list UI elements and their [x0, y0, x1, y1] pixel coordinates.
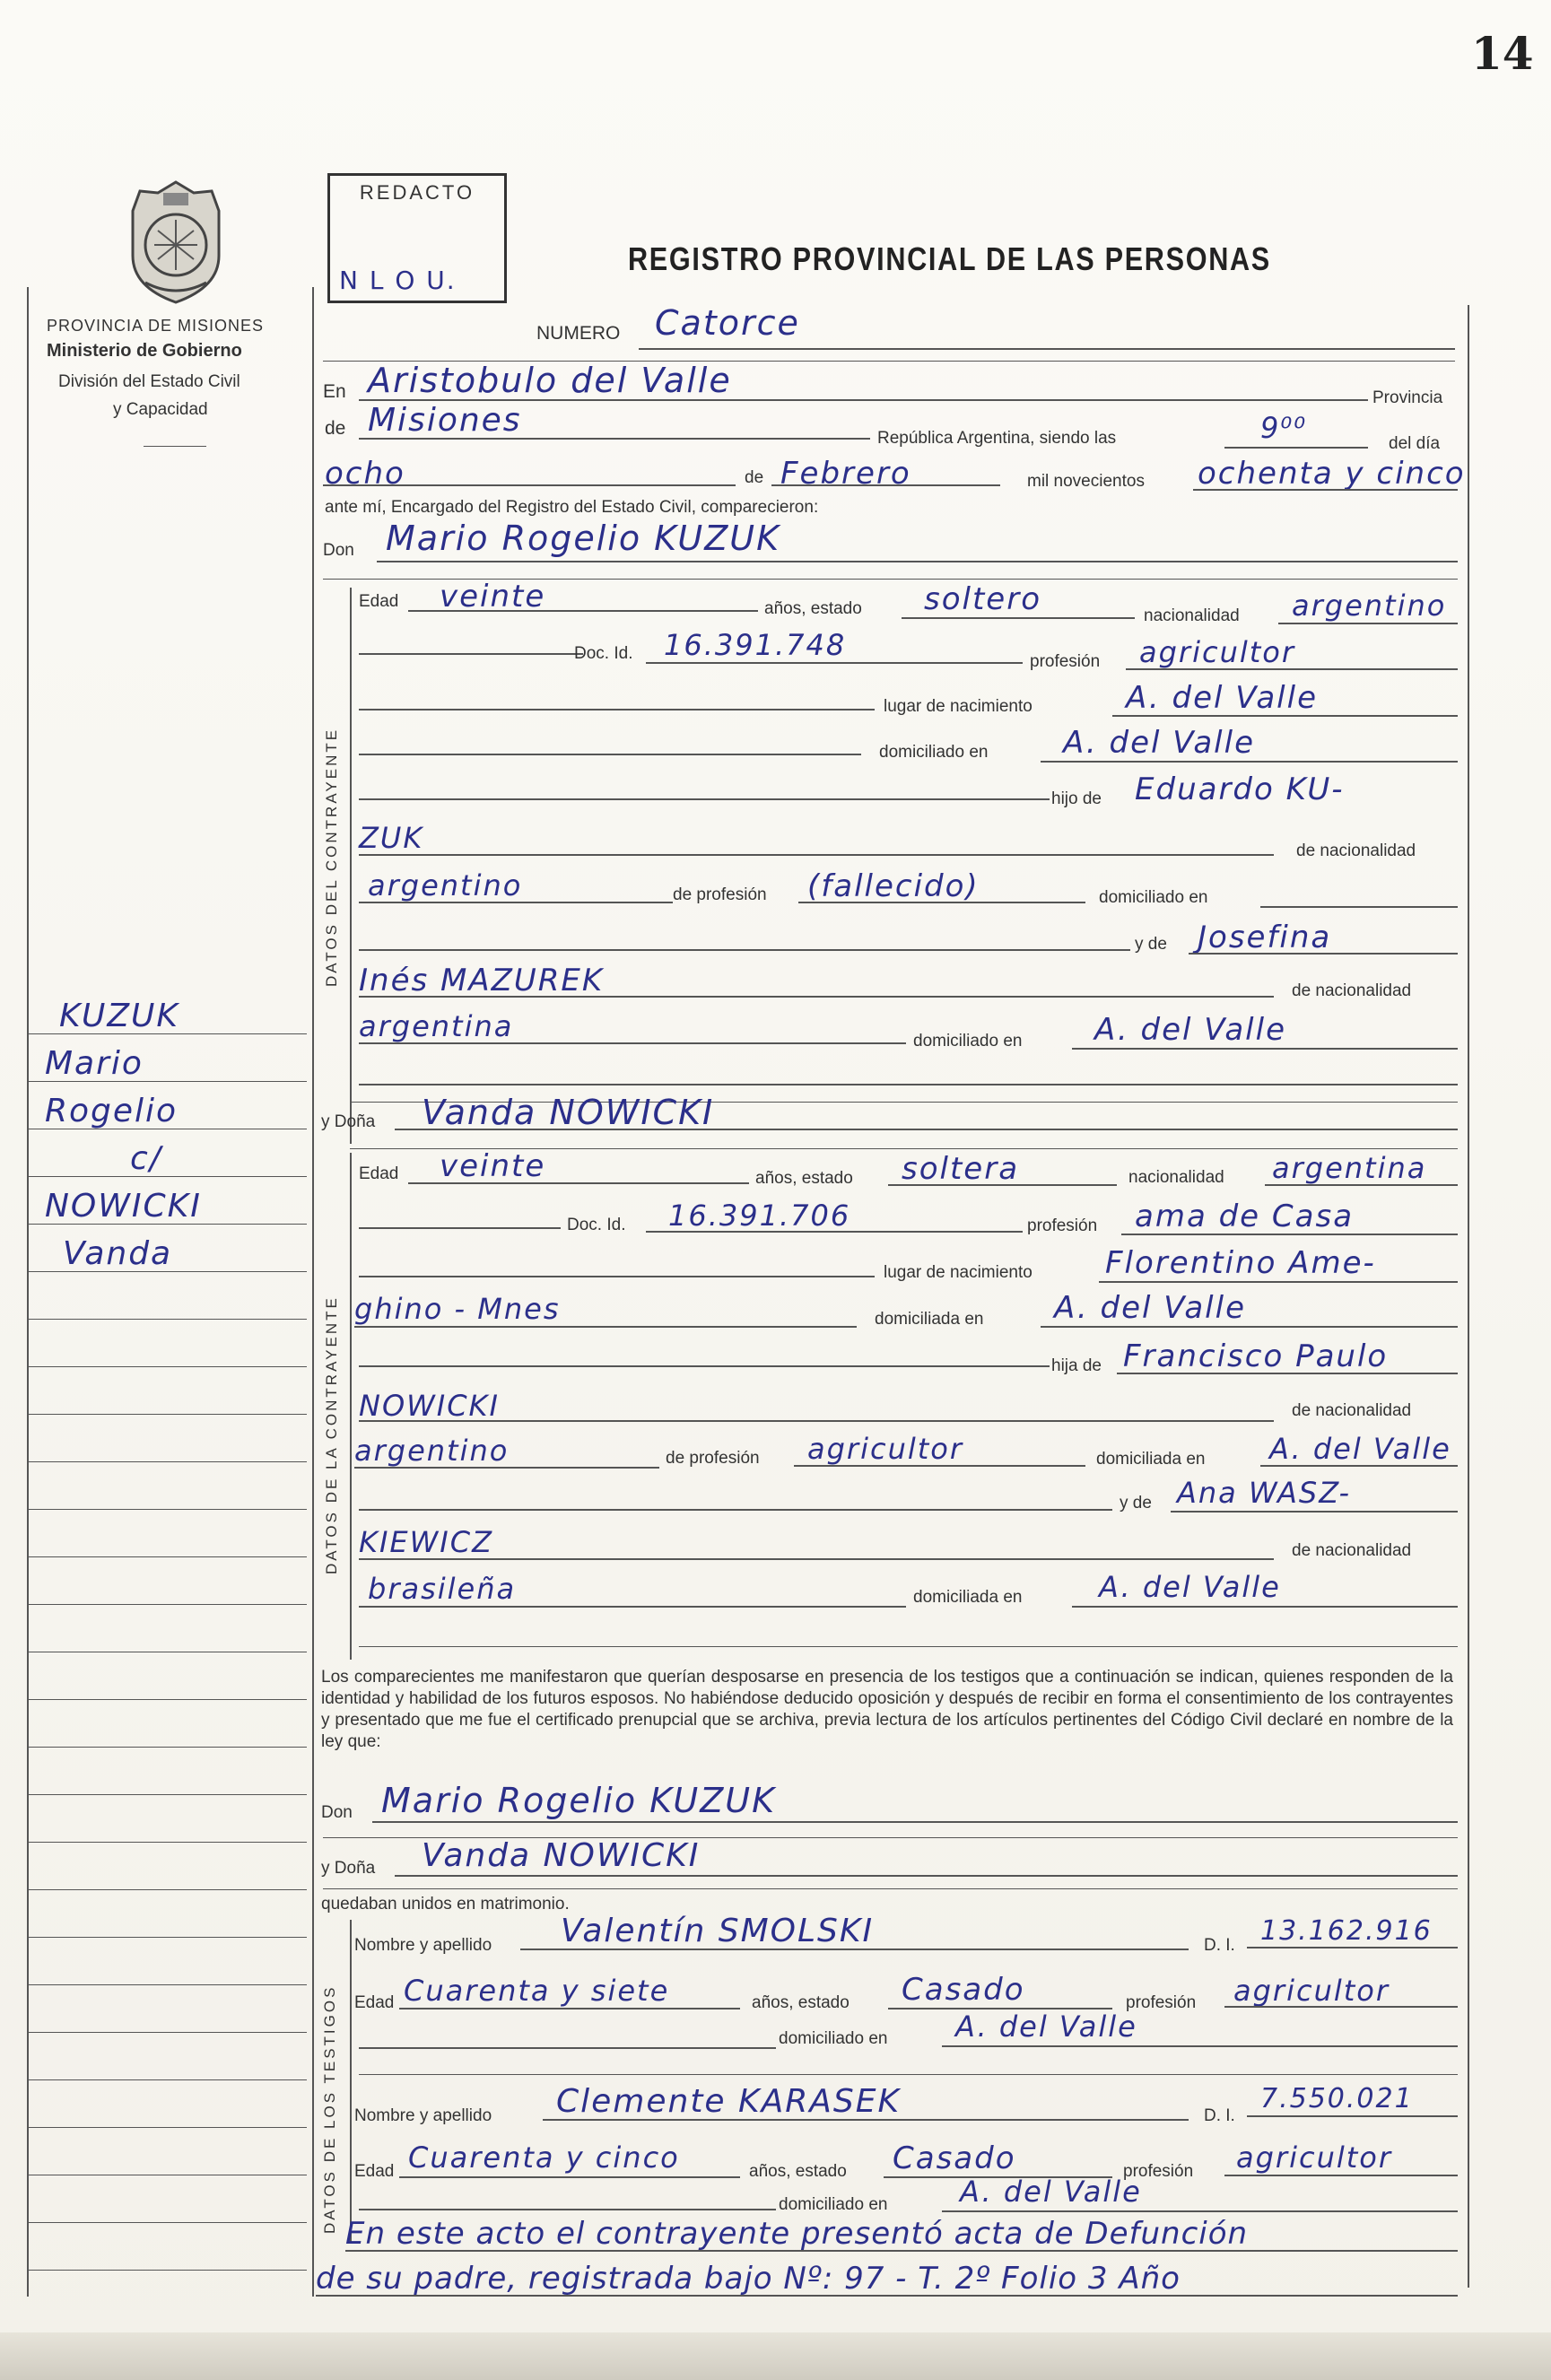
- testigo-2-edad: Cuarenta y cinco: [408, 2140, 680, 2175]
- division-label-2: y Capacidad: [113, 400, 208, 419]
- ministry-label: Ministerio de Gobierno: [47, 341, 242, 361]
- testigo-1-nombre: Valentín SMOLSKI: [561, 1913, 875, 1949]
- anos-estado-label-3: años, estado: [752, 1993, 850, 2012]
- de-nacionalidad-label: de nacionalidad: [1296, 841, 1416, 860]
- nombre-label-1: Nombre y apellido: [354, 1936, 492, 1955]
- novia-madre-nacionalidad: brasileña: [368, 1572, 517, 1606]
- domiciliado-label: domiciliado en: [1099, 888, 1208, 907]
- testigos-vertical-label: DATOS DE LOS TESTIGOS: [321, 1984, 338, 2234]
- testigo-1-domicilio: A. del Valle: [955, 2009, 1137, 2044]
- nota-line-1: En este acto el contrayente presentó acta de Defunción: [345, 2216, 1249, 2252]
- del-dia-label: del día: [1389, 434, 1441, 453]
- edad-label-3: Edad: [354, 1993, 395, 2012]
- anos-estado-label-2: años, estado: [755, 1169, 853, 1188]
- novia-estado: soltera: [902, 1151, 1020, 1187]
- margin-note-surname: KUZUK: [59, 998, 179, 1034]
- provincia-value: Misiones: [368, 402, 522, 439]
- novio-madre-domicilio: A. del Valle: [1094, 1012, 1286, 1048]
- nombre-label-2: Nombre y apellido: [354, 2106, 492, 2125]
- margin-note-bride-surname: NOWICKI: [45, 1188, 202, 1225]
- novia-edad: veinte: [440, 1148, 546, 1184]
- domiciliado-label-3: domiciliado en: [779, 2029, 888, 2048]
- edad-label-2: Edad: [359, 1164, 399, 1183]
- left-margin-line: [27, 287, 29, 2297]
- anos-estado-label: años, estado: [764, 599, 862, 618]
- novio-doc: 16.391.748: [664, 628, 847, 662]
- contrayente-1-vertical-label: DATOS DEL CONTRAYENTE: [323, 727, 340, 987]
- quedaban-label: quedaban unidos en matrimonio.: [321, 1895, 570, 1914]
- novio-madre-2: Inés MAZUREK: [359, 963, 605, 998]
- testigo-1-di: 13.162.916: [1260, 1915, 1433, 1947]
- margin-note-name: Mario: [45, 1045, 144, 1082]
- testigo-1-edad: Cuarenta y siete: [404, 1974, 670, 2008]
- novio-padre-1: Eduardo KU-: [1135, 772, 1345, 807]
- novia-madre-2: KIEWICZ: [359, 1525, 493, 1559]
- novio-domicilio: A. del Valle: [1063, 725, 1255, 761]
- registry-title: REGISTRO PROVINCIAL DE LAS PERSONAS: [628, 240, 1271, 277]
- republica-label: República Argentina, siendo las: [877, 429, 1117, 448]
- domiciliado-label-2: domiciliado en: [913, 1032, 1023, 1051]
- testigo-1-profesion: agricultor: [1233, 1974, 1390, 2008]
- stamp-title: REDACTO: [359, 181, 475, 204]
- testigo-2-domicilio: A. del Valle: [960, 2175, 1142, 2209]
- de-nacionalidad-label-2: de nacionalidad: [1292, 981, 1412, 1000]
- ante-label: ante mí, Encargado del Registro del Estado Civil, comparecieron:: [325, 498, 819, 517]
- main-left-line: [312, 287, 314, 2297]
- novio-lugar-nacimiento: A. del Valle: [1126, 680, 1318, 716]
- contrayente-2-divider: [350, 1153, 352, 1660]
- testigo-1-estado: Casado: [902, 1972, 1025, 2008]
- doc-label: Doc. Id.: [574, 644, 633, 663]
- lugar-value: Aristobulo del Valle: [368, 361, 732, 400]
- hija-de-label: hija de: [1051, 1356, 1102, 1375]
- de2-label: de: [745, 468, 764, 487]
- y-dona-label: y Doña: [321, 1112, 376, 1131]
- novia-padre-nacionalidad: argentino: [354, 1434, 510, 1468]
- novio-nacionalidad: argentino: [1292, 588, 1447, 623]
- domiciliado-en-label: domiciliado en: [879, 743, 989, 762]
- dia-value: ocho: [325, 456, 405, 492]
- testigo-2-estado: Casado: [893, 2140, 1016, 2176]
- profesion-label: profesión: [1030, 652, 1101, 671]
- provincia-label: Provincia: [1372, 388, 1443, 407]
- novio-padre-2: ZUK: [359, 821, 424, 855]
- lugar-nacimiento-label: lugar de nacimiento: [884, 697, 1033, 716]
- de-nacionalidad-label-3: de nacionalidad: [1292, 1401, 1412, 1420]
- novio-madre-1: Josefina: [1198, 920, 1332, 955]
- profesion-label-3: profesión: [1126, 1993, 1197, 2012]
- testigo-2-nombre: Clemente KARASEK: [556, 2083, 902, 2120]
- edad-label: Edad: [359, 592, 399, 611]
- domiciliado-label-4: domiciliado en: [779, 2195, 888, 2214]
- de-profesion-label-2: de profesión: [666, 1449, 760, 1468]
- page-number: 14: [1471, 27, 1534, 80]
- province-label: PROVINCIA DE MISIONES: [47, 317, 265, 335]
- margin-note-bride-name: Vanda: [63, 1235, 173, 1272]
- de-nacionalidad-label-4: de nacionalidad: [1292, 1541, 1412, 1560]
- testigos-divider: [350, 1920, 352, 2243]
- novia-profesion: ama de Casa: [1135, 1199, 1355, 1234]
- novia-padre-2: NOWICKI: [359, 1389, 500, 1423]
- novio-padre-nacionalidad: argentino: [368, 868, 523, 902]
- scan-edge: [0, 2332, 1551, 2380]
- testigo-2-profesion: agricultor: [1236, 2140, 1393, 2175]
- numero-value: Catorce: [655, 303, 800, 343]
- margin-note-middle-name: Rogelio: [45, 1093, 179, 1129]
- union-don: Mario Rogelio KUZUK: [381, 1781, 777, 1820]
- en-label: En: [323, 381, 346, 402]
- contrayente-1-divider: [350, 588, 352, 1144]
- di-label-2: D. I.: [1204, 2106, 1235, 2125]
- novio-edad: veinte: [440, 579, 546, 615]
- hora-value: 9⁰⁰: [1260, 411, 1308, 445]
- novia-domicilio: A. del Valle: [1054, 1290, 1246, 1326]
- profesion-label-4: profesión: [1123, 2162, 1194, 2181]
- anio-value: ochenta y cinco: [1198, 456, 1466, 492]
- doc-label-2: Doc. Id.: [567, 1216, 626, 1234]
- de-label: de: [325, 418, 346, 439]
- novio-padre-profesion: (fallecido): [807, 868, 980, 904]
- novia-madre-1: Ana WASZ-: [1177, 1476, 1352, 1510]
- domiciliada-label: domiciliada en: [1096, 1450, 1206, 1469]
- novia-padre-domicilio: A. del Valle: [1269, 1432, 1451, 1466]
- novio-profesion: agricultor: [1139, 635, 1296, 669]
- novia-lugar-2: ghino - Mnes: [354, 1292, 561, 1326]
- novia-doc: 16.391.706: [668, 1199, 851, 1233]
- mes-value: Febrero: [780, 456, 911, 492]
- novia-nacionalidad: argentina: [1272, 1151, 1427, 1185]
- edad-label-4: Edad: [354, 2162, 395, 2181]
- novio-madre-nacionalidad: argentina: [359, 1009, 514, 1043]
- y-de-label-2: y de: [1120, 1494, 1152, 1513]
- anos-estado-label-4: años, estado: [749, 2162, 847, 2181]
- novia-padre-1: Francisco Paulo: [1123, 1338, 1389, 1374]
- nota-line-2: de su padre, registrada bajo Nº: 97 - T. 2º Folio 3 Año: [316, 2261, 1181, 2297]
- division-label: División del Estado Civil: [58, 372, 240, 391]
- contrayente-2-vertical-label: DATOS DE LA CONTRAYENTE: [323, 1295, 340, 1574]
- novia-lugar-1: Florentino Ame-: [1105, 1245, 1376, 1281]
- lugar-nacimiento-label-2: lugar de nacimiento: [884, 1263, 1033, 1282]
- don-label-2: Don: [321, 1803, 353, 1822]
- domiciliada-label-2: domiciliada en: [913, 1588, 1023, 1607]
- coat-of-arms-icon: [118, 175, 233, 309]
- profesion-label-2: profesión: [1027, 1216, 1098, 1235]
- stamp-handwriting: N L O U.: [339, 266, 457, 295]
- mil-label: mil novecientos: [1027, 472, 1145, 491]
- y-de-label: y de: [1135, 935, 1167, 954]
- nacionalidad-label: nacionalidad: [1144, 606, 1240, 625]
- don-label: Don: [323, 541, 354, 560]
- numero-label: NUMERO: [536, 323, 621, 344]
- y-dona-label-2: y Doña: [321, 1859, 376, 1878]
- de-profesion-label: de profesión: [673, 885, 767, 904]
- novia-nombre: Vanda NOWICKI: [422, 1093, 715, 1132]
- union-dona: Vanda NOWICKI: [422, 1837, 701, 1874]
- di-label-1: D. I.: [1204, 1936, 1235, 1955]
- margin-note-connector: c/: [130, 1140, 162, 1177]
- sidebar-divider: [144, 446, 206, 447]
- main-right-line: [1468, 305, 1469, 2288]
- declaracion-text: Los comparecientes me manifestaron que querían desposarse en presencia de los testigos que a continuación se indican, quienes responden de la identidad y habilidad de los futuros esposos. No habiéndose deducido oposición y después de recibir en forma el consentimiento de los contrayentes y presentado que me fue el certificado prenupcial que se archiva, previa lectura de los artículos pertinentes del Código Civil declaré en nombre de la ley que:: [321, 1668, 1453, 1751]
- novio-estado: soltero: [924, 581, 1041, 617]
- novia-padre-profesion: agricultor: [807, 1432, 964, 1466]
- testigo-2-di: 7.550.021: [1260, 2083, 1414, 2114]
- novia-madre-domicilio: A. del Valle: [1099, 1570, 1281, 1604]
- redacto-stamp: [327, 173, 507, 303]
- hijo-de-label: hijo de: [1051, 789, 1102, 808]
- nacionalidad-label-2: nacionalidad: [1128, 1168, 1224, 1187]
- novio-nombre: Mario Rogelio KUZUK: [386, 519, 781, 558]
- domiciliada-en-label: domiciliada en: [875, 1310, 984, 1329]
